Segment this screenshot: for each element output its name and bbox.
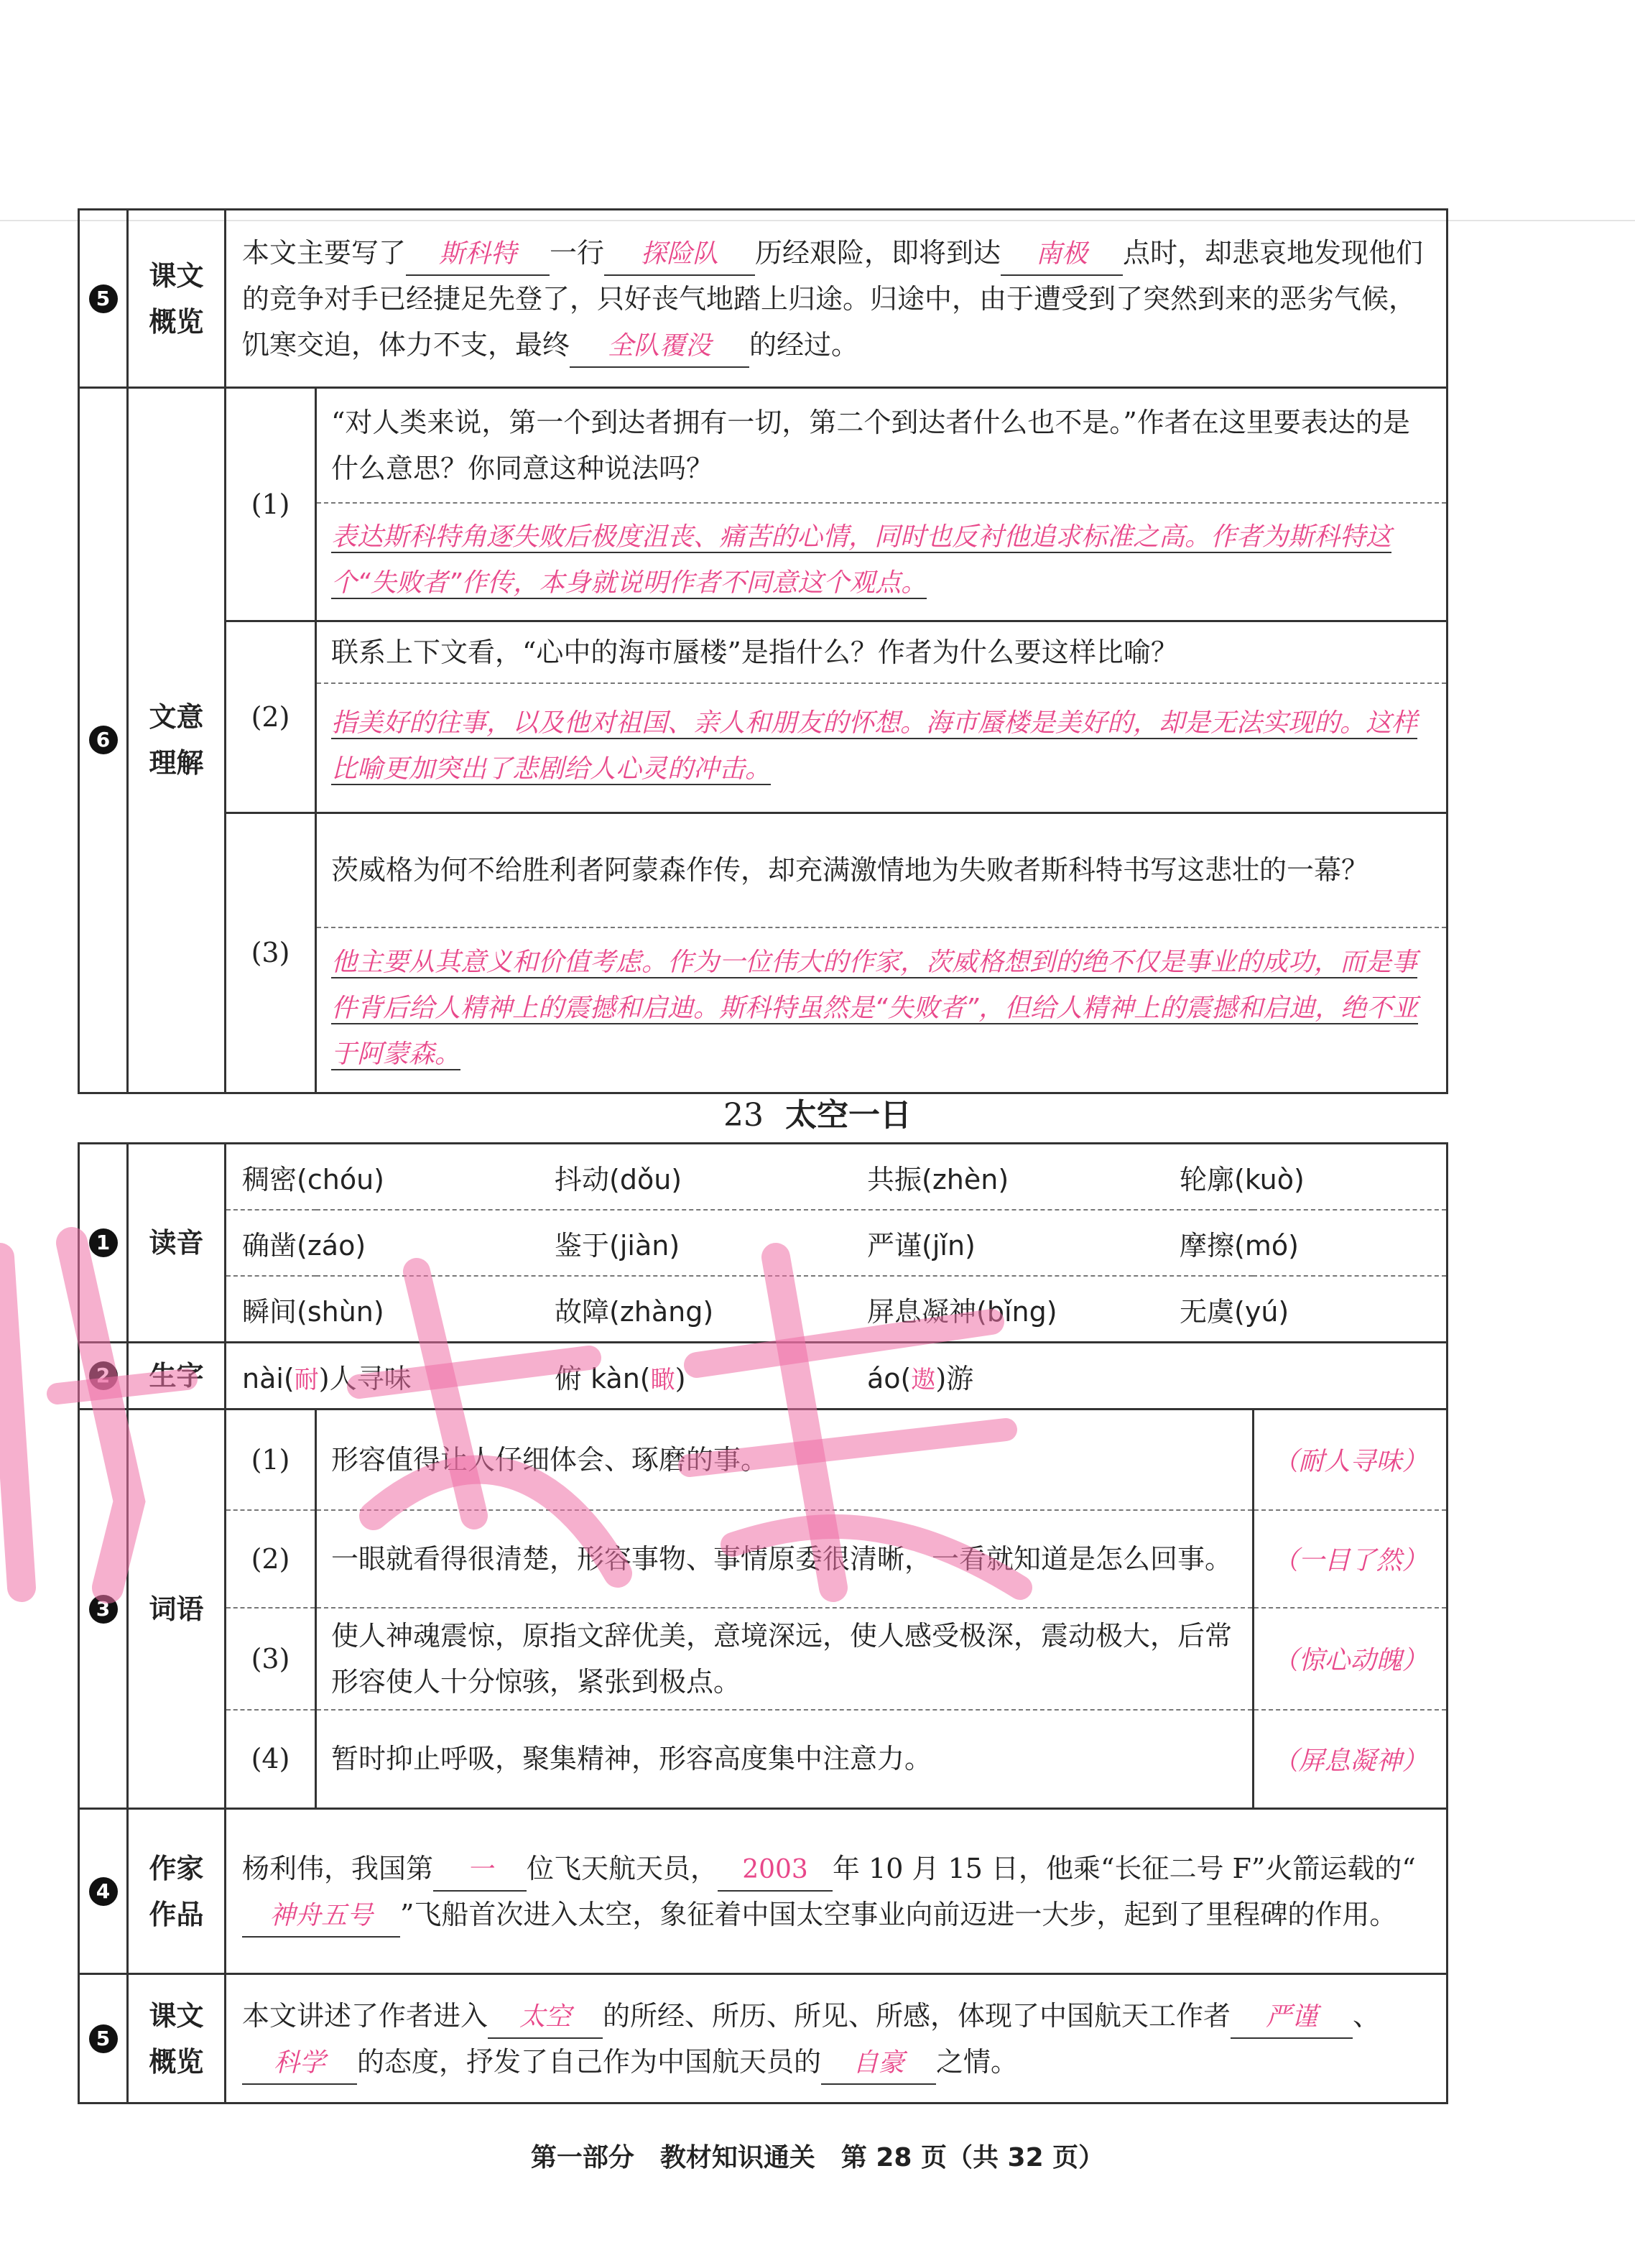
summary-paragraph: 本文主要写了 斯科特 一行 探险队 历经艰险，即将到达 南极 点时，却悲哀地发现他们的竞争对手已经捷足先登了，只好丧气地踏上归途。归途中，由于遭受到了突然到来的恶劣气候，饥寒交迫，体力不支，最终 全队覆没 的经过。 xyxy=(226,210,1448,388)
question-text: “对人类来说，第一个到达者拥有一切，第二个到达者什么也不是。”作者在这里要表达的是什么意思？你同意这种说法吗？ xyxy=(316,388,1448,503)
character-item: áo(遨)游 xyxy=(867,1362,974,1394)
vocab-definition: 使人神魂震惊，原指文辞优美，意境深远，使人感受极深，震动极大，后常形容使人十分惊骇，紧张到极点。 xyxy=(316,1608,1254,1710)
answer-blank[interactable]: 严谨 xyxy=(1231,1997,1353,2039)
question-number: (1) xyxy=(226,388,316,621)
answer-text[interactable]: 他主要从其意义和价值考虑。作为一位伟大的作家，茨威格想到的绝不仅是事业的成功，而是事件背后给人精神上的震撼和启迪。斯科特虽然是“失败者”，但给人精神上的震撼和启迪，绝不亚于阿蒙森。 xyxy=(316,927,1448,1093)
answer-blank[interactable]: 2003 xyxy=(718,1850,833,1892)
section-number: 4 xyxy=(89,1877,118,1906)
pronunciation-row xyxy=(226,1276,1448,1343)
pronunciation-item: 确凿(záo) xyxy=(242,1229,366,1262)
vocab-answer[interactable]: （屏息凝神） xyxy=(1253,1710,1447,1809)
answer-blank[interactable]: 斯科特 xyxy=(406,234,550,276)
pronunciation-item: 共振(zhèn) xyxy=(867,1163,1009,1195)
vocab-definition: 暂时抑止呼吸，聚集精神，形容高度集中注意力。 xyxy=(316,1710,1254,1809)
answer-blank[interactable]: 南极 xyxy=(1001,234,1123,276)
section-number: 2 xyxy=(89,1361,118,1390)
section-number: 3 xyxy=(89,1595,118,1624)
pronunciation-item: 无虞(yú) xyxy=(1180,1295,1289,1328)
vocab-number: (1) xyxy=(226,1410,316,1510)
pronunciation-row xyxy=(226,1210,1448,1276)
page-footer: 第一部分 教材知识通关 第 28 页（共 32 页） xyxy=(530,2143,1105,2172)
answer-blank[interactable]: 探险队 xyxy=(604,234,755,276)
vocab-number: (3) xyxy=(226,1608,316,1710)
question-number: (3) xyxy=(226,813,316,1093)
question-text: 茨威格为何不给胜利者阿蒙森作传，却充满激情地为失败者斯科特书写这悲壮的一幕？ xyxy=(316,813,1448,927)
answer-blank[interactable]: 科学 xyxy=(242,2043,357,2085)
answer-blank[interactable]: 一 xyxy=(433,1850,527,1892)
section-label: 读音 xyxy=(128,1144,226,1343)
answer-blank[interactable]: 全队覆没 xyxy=(570,326,749,368)
answer-blank[interactable]: 太空 xyxy=(488,1997,603,2039)
question-number: (2) xyxy=(226,621,316,813)
lesson23-table xyxy=(78,1142,1448,2104)
vocab-answer[interactable]: （耐人寻味） xyxy=(1253,1410,1447,1510)
section-label: 作家作品 xyxy=(128,1809,226,1974)
vocab-number: (2) xyxy=(226,1510,316,1608)
author-paragraph: 杨利伟，我国第 一 位飞天航天员， 2003 年 10 月 15 日，他乘“长征二号 F”火箭运载的“神舟五号 ”飞船首次进入太空，象征着中国太空事业向前迈进一大步，起到了里程碑的作用。 xyxy=(226,1809,1448,1974)
character-answer[interactable]: 遨 xyxy=(911,1365,936,1394)
section-label: 生字 xyxy=(128,1343,226,1410)
pronunciation-item: 严谨(jǐn) xyxy=(867,1229,976,1262)
pronunciation-item: 抖动(dǒu) xyxy=(555,1163,682,1195)
pronunciation-item: 稠密(chóu) xyxy=(242,1163,384,1195)
pronunciation-item: 屏息凝神(bǐng) xyxy=(867,1295,1057,1328)
section-number: 5 xyxy=(89,284,118,313)
section-number: 1 xyxy=(89,1228,118,1257)
summary-paragraph: 本文讲述了作者进入 太空 的所经、所历、所见、所感，体现了中国航天工作者 严谨 、科学 的态度，抒发了自己作为中国航天员的 自豪 之情。 xyxy=(226,1974,1448,2103)
character-item: nài(耐)人寻味 xyxy=(242,1362,412,1394)
vocab-answer[interactable]: （一目了然） xyxy=(1253,1510,1447,1608)
vocab-definition: 一眼就看得很清楚，形容事物、事情原委很清晰，一看就知道是怎么回事。 xyxy=(316,1510,1254,1608)
pronunciation-item: 鉴于(jiàn) xyxy=(555,1229,680,1262)
answer-blank[interactable]: 神舟五号 xyxy=(242,1896,400,1938)
section-label: 课文概览 xyxy=(128,210,226,388)
section-number: 6 xyxy=(89,726,118,754)
pronunciation-item: 轮廓(kuò) xyxy=(1180,1163,1305,1195)
answer-text[interactable]: 指美好的往事，以及他对祖国、亲人和朋友的怀想。海市蜃楼是美好的，却是无法实现的。这样比喻更加突出了悲剧给人心灵的冲击。 xyxy=(316,683,1448,813)
character-answer[interactable]: 瞰 xyxy=(650,1365,675,1394)
vocab-number: (4) xyxy=(226,1710,316,1809)
lesson-title: 23 太空一日 xyxy=(723,1097,912,1134)
section-label: 词语 xyxy=(128,1410,226,1809)
pronunciation-item: 故障(zhàng) xyxy=(555,1295,714,1328)
answer-blank[interactable]: 自豪 xyxy=(821,2043,936,2085)
answer-text[interactable]: 表达斯科特角逐失败后极度沮丧、痛苦的心情，同时也反衬他追求标准之高。作者为斯科特这个“失败者”作传，本身就说明作者不同意这个观点。 xyxy=(316,503,1448,621)
section-label: 文意理解 xyxy=(128,388,226,1093)
vocab-answer[interactable]: （惊心动魄） xyxy=(1253,1608,1447,1710)
section-label: 课文概览 xyxy=(128,1974,226,2103)
character-answer[interactable]: 耐 xyxy=(294,1365,319,1394)
section-number: 5 xyxy=(89,2024,118,2053)
character-item: 俯 kàn(瞰) xyxy=(555,1362,686,1394)
characters-row xyxy=(226,1343,1448,1410)
question-text: 联系上下文看，“心中的海市蜃楼”是指什么？作者为什么要这样比喻？ xyxy=(316,621,1448,684)
pronunciation-item: 瞬间(shùn) xyxy=(242,1295,384,1328)
vocab-definition: 形容值得让人仔细体会、琢磨的事。 xyxy=(316,1410,1254,1510)
lesson22-table xyxy=(78,208,1448,1094)
pronunciation-row xyxy=(226,1144,1448,1211)
pronunciation-item: 摩擦(mó) xyxy=(1180,1229,1299,1262)
lesson-number: 23 xyxy=(723,1097,764,1134)
